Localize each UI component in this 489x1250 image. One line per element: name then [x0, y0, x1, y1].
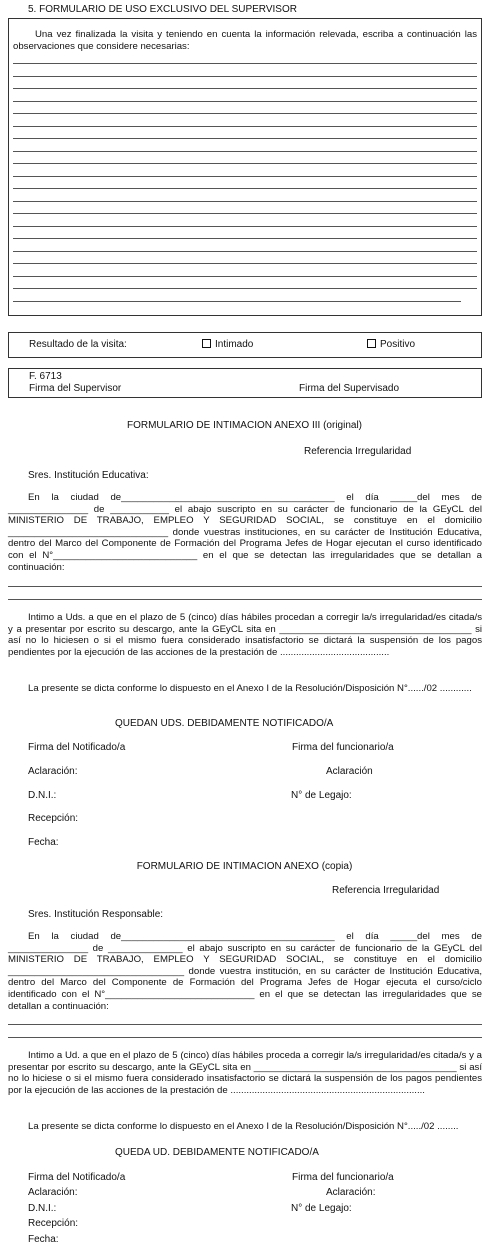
form1-sres: Sres. Institución Educativa:: [28, 470, 149, 481]
observation-line: [13, 251, 477, 252]
observation-line: [13, 213, 477, 214]
form2-firma-funcionario: Firma del funcionario/a: [292, 1172, 394, 1183]
form1-fecha: Fecha:: [28, 837, 59, 848]
observation-line: [13, 151, 477, 152]
form2-notice: QUEDA UD. DEBIDAMENTE NOTIFICADO/A: [115, 1147, 319, 1158]
observation-line: [13, 276, 477, 277]
firma-supervisor: Firma del Supervisor: [29, 383, 122, 394]
option-intimado-label: Intimado: [215, 339, 254, 350]
observation-line: [13, 76, 477, 77]
form2-p1: En la ciudad de________________________________________ el día _____del mes de _______________ de ______________ el abajo suscripto en su carácter de funcionario de la GEyCL del MINISTERIO DE TRABAJO, EMPLEO Y SEGURIDAD SOCIAL, se constituye en el domicilio _________________________________ donde vuestra institución, en su carácter de Institución Educativa, dentro del Marco del Componente de Formación del Programa Jefes de Hogar ejecuta el curso/ciclo identificado con el N°____________________________ en el que se detectan las irregularidades que se detallan a continuación:: [8, 931, 482, 1012]
form2-fecha: Fecha:: [28, 1234, 59, 1245]
resultado-label: Resultado de la visita:: [29, 339, 127, 350]
form1-p1: En la ciudad de________________________________________ el día _____del mes de _______________ de ___________ el abajo suscripto en su carácter de funcionario de la GEyCL del MINISTERIO DE TRABAJO, EMPLEO Y SEGURIDAD SOCIAL, se constituye en el domicilio ______________________________ donde vuestras instituciones, en su carácter de Institución Educativa, dentro del Marco del Componente de Formación del Programa Jefes de Hogar ejecutan el curso identificado con el N°___________________________ en el que se detectan las irregularidades que se detallan a continuación:: [8, 492, 482, 573]
form1-legajo: N° de Legajo:: [291, 790, 352, 801]
form2-p2: Intimo a Ud. a que en el plazo de 5 (cinco) días hábiles proceda a corregir la/s irregularidad/es citada/s y a presentar por escrito su descargo, ante la GEyCL sita en ______________________________________ si así no lo hiciese o si el mismo fuera considerado insatisfactorio se dictará la suspensión de los pagos pendientes por la ejecución de las acciones de la prestación de .........................................................................: [8, 1050, 482, 1096]
form2-line-2: [8, 1037, 482, 1038]
observation-line: [13, 138, 477, 139]
form2-legajo: N° de Legajo:: [291, 1203, 352, 1214]
form1-dni: D.N.I.:: [28, 790, 57, 801]
observations-box[interactable]: [8, 18, 482, 316]
observation-line: [13, 301, 461, 302]
observation-line: [13, 113, 477, 114]
resultado-box: [8, 332, 482, 358]
form2-recepcion: Recepción:: [28, 1218, 79, 1229]
section-title: 5. FORMULARIO DE USO EXCLUSIVO DEL SUPERVISOR: [28, 4, 297, 15]
observation-line: [13, 263, 477, 264]
observation-line: [13, 88, 477, 89]
observation-line: [13, 126, 477, 127]
observation-line: [13, 226, 477, 227]
form2-firma-notificado: Firma del Notificado/a: [28, 1172, 126, 1183]
firma-supervisado: Firma del Supervisado: [299, 383, 400, 394]
form1-firma-notificado: Firma del Notificado/a: [28, 742, 126, 753]
option-intimado[interactable]: [202, 339, 253, 351]
form1-notice: QUEDAN UDS. DEBIDAMENTE NOTIFICADO/A: [115, 718, 334, 729]
observation-line: [13, 163, 477, 164]
checkbox-icon[interactable]: [367, 339, 376, 348]
observation-line: [13, 288, 477, 289]
observations-intro: Una vez finalizada la visita y teniendo en cuenta la información relevada, escriba a continuación las observaciones que considere necesarias:: [13, 29, 477, 52]
form1-line-1: [8, 586, 482, 587]
form1-line-2: [8, 599, 482, 600]
firmas-box: [8, 368, 482, 398]
option-positivo[interactable]: [367, 339, 415, 351]
form1-firma-funcionario: Firma del funcionario/a: [292, 742, 394, 753]
form2-p3: La presente se dicta conforme lo dispuesto en el Anexo I de la Resolución/Disposición N°...../02 ........: [28, 1121, 459, 1132]
form1-aclaracion-right: Aclaración: [326, 766, 373, 777]
form2-aclaracion-left: Aclaración:: [28, 1187, 78, 1198]
observation-line: [13, 201, 477, 202]
form2-title: FORMULARIO DE INTIMACION ANEXO (copia): [136, 861, 353, 872]
observation-line: [13, 238, 477, 239]
observation-line: [13, 188, 477, 189]
form-code: F. 6713: [29, 371, 62, 382]
form1-aclaracion-left: Aclaración:: [28, 766, 78, 777]
form1-p3: La presente se dicta conforme lo dispuesto en el Anexo I de la Resolución/Disposición N°....../02 ............: [28, 683, 472, 694]
option-positivo-label: Positivo: [380, 339, 416, 350]
form2-ref: Referencia Irregularidad: [332, 885, 440, 896]
form1-recepcion: Recepción:: [28, 813, 79, 824]
form2-aclaracion-right: Aclaración:: [326, 1187, 376, 1198]
checkbox-icon[interactable]: [202, 339, 211, 348]
form2-dni: D.N.I.:: [28, 1203, 57, 1214]
observation-line: [13, 176, 477, 177]
form1-title: FORMULARIO DE INTIMACION ANEXO III (original): [126, 420, 363, 431]
form2-line-1: [8, 1024, 482, 1025]
observation-line: [13, 63, 477, 64]
form1-p2: Intimo a Uds. a que en el plazo de 5 (cinco) días hábiles procedan a corregir la/s irregularidad/es citada/s y a presentar por escrito su descargo, ante la GEyCL sita en ____________________________________ si así no lo hiciesen o si el mismo fuera considerado insatisfactorio se dictará la suspensión de los pagos pendientes por la ejecución de las acciones de la prestación de .........................................: [8, 612, 482, 658]
form1-ref: Referencia Irregularidad: [304, 446, 412, 457]
observation-line: [13, 101, 477, 102]
form2-sres: Sres. Institución Responsable:: [28, 909, 164, 920]
